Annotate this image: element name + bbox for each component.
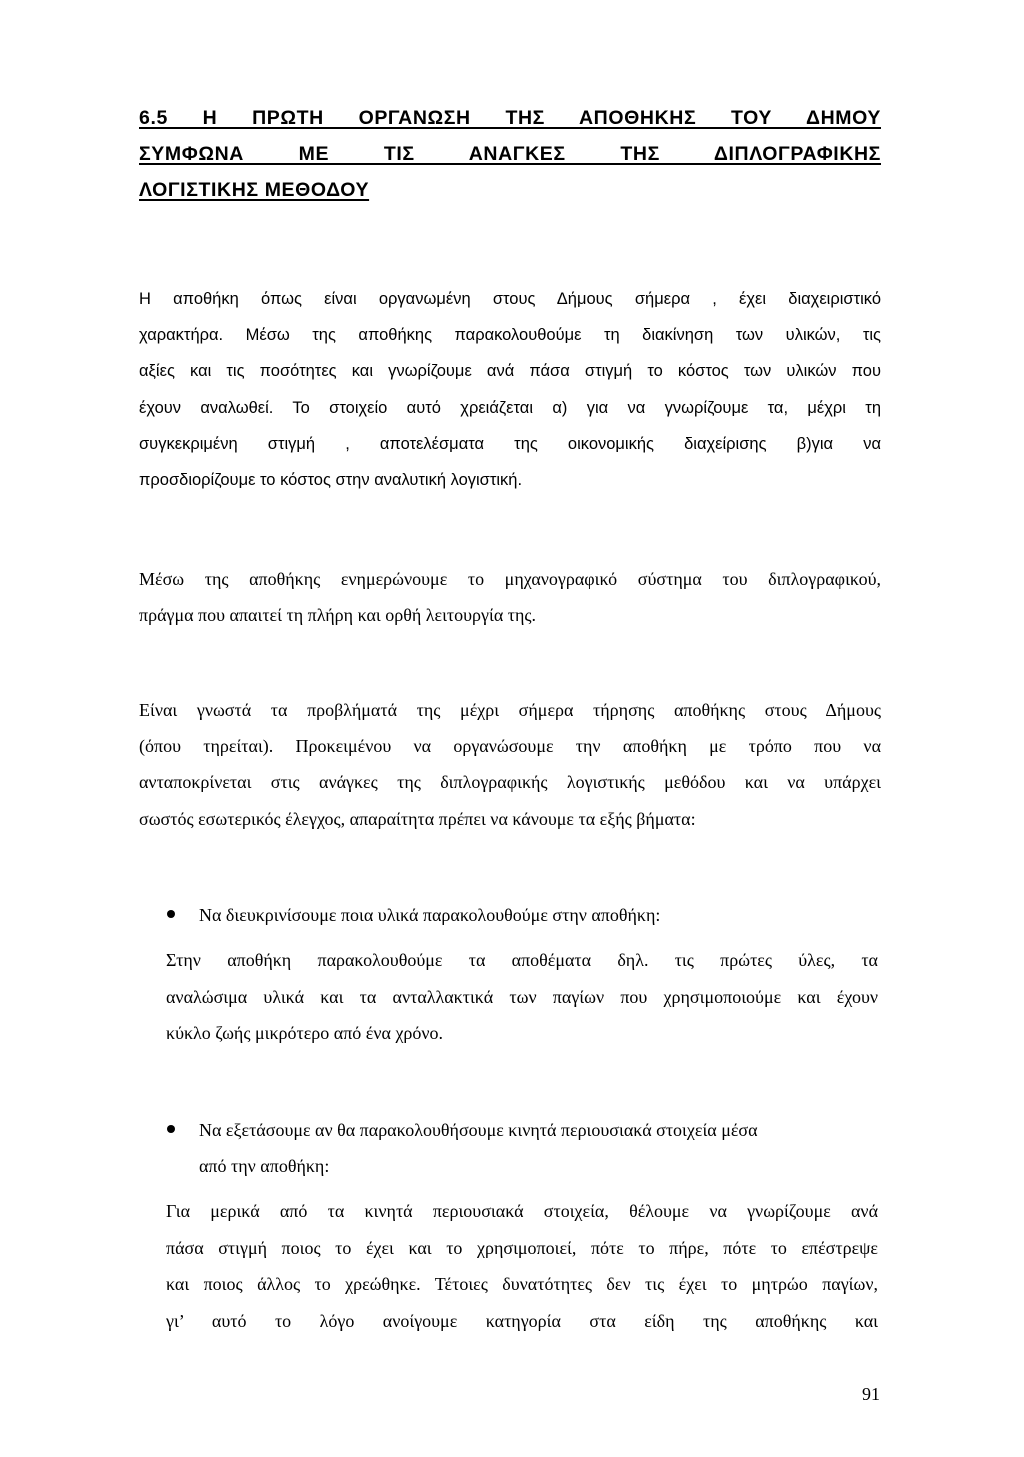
- paragraph-line: πάσα στιγμή ποιος το έχει και το χρησιμοποιεί, πότε το πήρε, πότε το επέστρεψε: [166, 1237, 878, 1258]
- paragraph-line: γι’ αυτό το λόγο ανοίγουμε κατηγορία στα είδη της αποθήκης και: [166, 1310, 878, 1331]
- bullet-icon: [167, 910, 175, 918]
- bullet-1-body: [166, 942, 878, 1052]
- paragraph-line: έχουν αναλωθεί. Το στοιχείο αυτό χρειάζεται α) για να γνωρίζουμε τα, μέχρι τη: [139, 398, 881, 417]
- section-heading: [139, 100, 881, 208]
- bullet-text: από την αποθήκη:: [199, 1156, 330, 1176]
- bullet-icon: [167, 1125, 175, 1133]
- paragraph-line: σωστός εσωτερικός έλεγχος, απαραίτητα πρέπει να κάνουμε τα εξής βήματα:: [139, 808, 696, 829]
- paragraph-line: Μέσω της αποθήκης ενημερώνουμε το μηχανογραφικό σύστημα του διπλογραφικού,: [139, 569, 881, 589]
- paragraph-line: Είναι γνωστά τα προβλήματά της μέχρι σήμερα τήρησης αποθήκης στους Δήμους: [139, 700, 881, 720]
- paragraph-2: [139, 561, 881, 633]
- paragraph-line: Για μερικά από τα κινητά περιουσιακά στοιχεία, θέλουμε να γνωρίζουμε ανά: [166, 1201, 878, 1221]
- page-number: 91: [862, 1384, 880, 1404]
- paragraph-line: και ποιος άλλος το χρεώθηκε. Τέτοιες δυνατότητες δεν τις έχει το μητρώο παγίων,: [166, 1274, 878, 1294]
- paragraph-line: αξίες και τις ποσότητες και γνωρίζουμε ανά πάσα στιγμή το κόστος των υλικών που: [139, 362, 881, 381]
- bullet-text: Να εξετάσουμε αν θα παρακολουθήσουμε κινητά περιουσιακά στοιχεία μέσα: [199, 1120, 758, 1140]
- paragraph-line: αναλώσιμα υλικά και τα ανταλλακτικά των παγίων που χρησιμοποιούμε και έχουν: [166, 986, 878, 1007]
- heading-line-3: ΛΟΓΙΣΤΙΚΗΣ ΜΕΘΟΔΟΥ: [139, 179, 370, 201]
- heading-line-2: ΣΥΜΦΩΝΑ ΜΕ ΤΙΣ ΑΝΑΓΚΕΣ ΤΗΣ ΔΙΠΛΟΓΡΑΦΙΚΗΣ: [139, 143, 881, 165]
- heading-line-1: 6.5 Η ΠΡΩΤΗ ΟΡΓΑΝΩΣΗ ΤΗΣ ΑΠΟΘΗΚΗΣ ΤΟΥ ΔΗΜΟΥ: [139, 107, 881, 129]
- paragraph-line: προσδιορίζουμε το κόστος στην αναλυτική λογιστική.: [139, 471, 523, 490]
- paragraph-line: χαρακτήρα. Μέσω της αποθήκης παρακολουθούμε τη διακίνηση των υλικών, τις: [139, 326, 881, 345]
- paragraph-line: κύκλο ζωής μικρότερο από ένα χρόνο.: [166, 1023, 444, 1043]
- paragraph-line: Η αποθήκη όπως είναι οργανωμένη στους Δήμους σήμερα , έχει διαχειριστικό: [139, 290, 881, 308]
- paragraph-line: Στην αποθήκη παρακολουθούμε τα αποθέματα δηλ. τις πρώτες ύλες, τα: [166, 950, 878, 970]
- bullet-2-body: [166, 1193, 878, 1339]
- bullet-text: Να διευκρινίσουμε ποια υλικά παρακολουθούμε στην αποθήκη:: [199, 905, 661, 925]
- paragraph-line: συγκεκριμένη στιγμή , αποτελέσματα της οικονομικής διαχείρισης β)για να: [139, 434, 881, 453]
- paragraph-1: [139, 281, 881, 498]
- paragraph-line: ανταποκρίνεται στις ανάγκες της διπλογραφικής λογιστικής μεθόδου και να υπάρχει: [139, 772, 881, 793]
- paragraph-line: πράγμα που απαιτεί τη πλήρη και ορθή λειτουργία της.: [139, 605, 537, 626]
- paragraph-line: (όπου τηρείται). Προκειμένου να οργανώσουμε την αποθήκη με τρόπο που να: [139, 736, 881, 757]
- paragraph-3: [139, 692, 881, 837]
